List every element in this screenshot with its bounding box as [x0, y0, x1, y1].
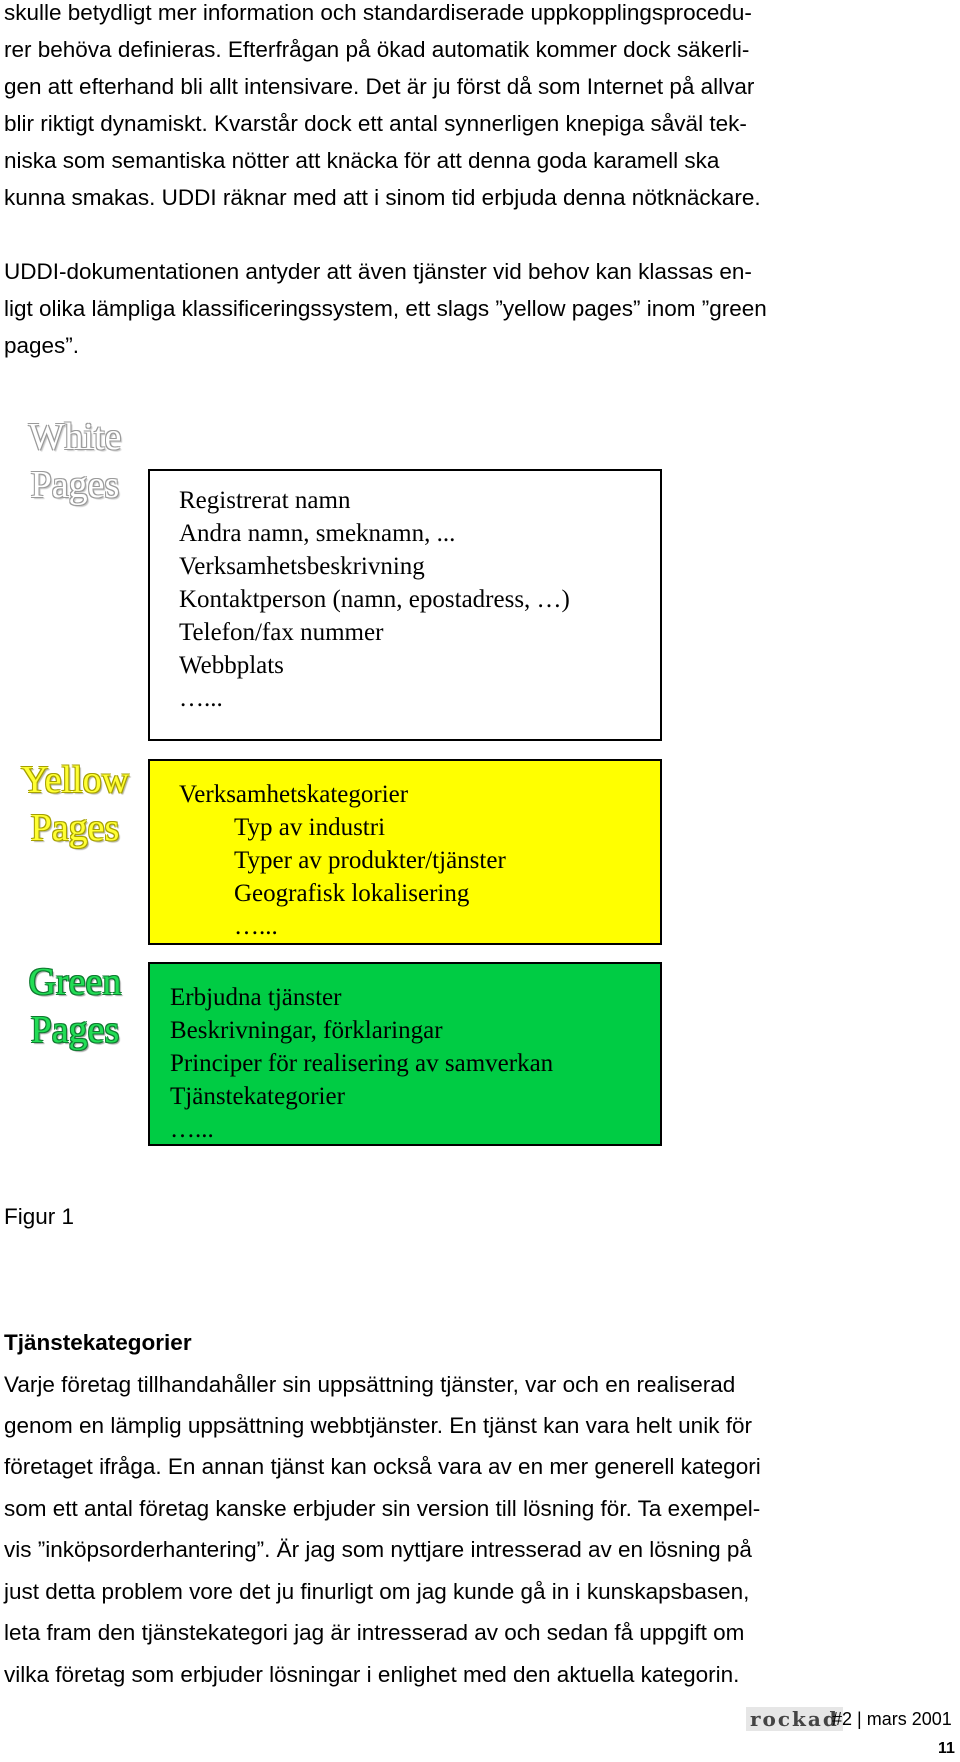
green-pages-item: …... — [170, 1116, 214, 1143]
yellow-pages-box — [148, 759, 662, 945]
section-line: just detta problem vore det ju finurligt om jag kunde gå in i kunskapsbasen, — [4, 1579, 750, 1604]
green-pages-box — [148, 962, 662, 1146]
yellow-pages-label — [0, 756, 150, 852]
page-number: 11 — [938, 1740, 955, 1757]
yellow-pages-label-word: Pages — [30, 807, 120, 849]
section-line: Varje företag tillhandahåller sin uppsättning tjänster, var och en realiserad — [4, 1372, 736, 1397]
yellow-pages-item: Typer av produkter/tjänster — [234, 847, 506, 874]
section-heading: Tjänstekategorier — [4, 1330, 192, 1355]
section-line: som ett antal företag kanske erbjuder sin version till lösning för. Ta exempel- — [4, 1496, 761, 1521]
green-pages-label — [0, 958, 150, 1054]
green-pages-label-word: Green — [28, 961, 122, 1003]
rockad-logo: rockad — [746, 1707, 843, 1731]
section-line: leta fram den tjänstekategori jag är intresserad av och sedan få uppgift om — [4, 1620, 745, 1645]
yellow-pages-item: Geografisk lokalisering — [234, 880, 470, 907]
yellow-pages-item: Typ av industri — [234, 814, 386, 841]
yellow-pages-title: Verksamhetskategorier — [179, 781, 409, 808]
green-pages-item: Beskrivningar, förklaringar — [170, 1017, 443, 1044]
section-line: företaget ifråga. En annan tjänst kan också vara av en mer generell kategori — [4, 1454, 761, 1479]
white-pages-item: Webbplats — [179, 652, 284, 679]
issue-info: #2 | mars 2001 — [832, 1709, 952, 1729]
white-pages-box — [148, 469, 662, 741]
figure-caption: Figur 1 — [4, 1204, 75, 1229]
section-line: vis ”inköpsorderhantering”. Är jag som nyttjare intresserad av en lösning på — [4, 1537, 752, 1562]
paragraph-2-line: ligt olika lämpliga klassificeringssystem, ett slags ”yellow pages” inom ”green — [4, 296, 767, 321]
white-pages-label-word: Pages — [30, 464, 120, 506]
paragraph-1-line: rer behöva definieras. Efterfrågan på ökad automatik kommer dock säkerli- — [4, 37, 750, 62]
paragraph-1-line: niska som semantiska nötter att knäcka för att denna goda karamell ska — [4, 148, 720, 173]
green-pages-label-word: Pages — [30, 1009, 120, 1051]
white-pages-label — [0, 413, 150, 509]
paragraph-2-line: UDDI-dokumentationen antyder att även tjänster vid behov kan klassas en- — [4, 259, 752, 284]
white-pages-item: Registrerat namn — [179, 487, 351, 514]
green-pages-item: Principer för realisering av samverkan — [170, 1050, 554, 1077]
section-line: genom en lämplig uppsättning webbtjänster. En tjänst kan vara helt unik för — [4, 1413, 752, 1438]
yellow-pages-item: …... — [234, 913, 278, 940]
white-pages-item: …... — [179, 685, 223, 712]
section-line: vilka företag som erbjuder lösningar i enlighet med den aktuella kategorin. — [4, 1662, 740, 1687]
yellow-pages-label-word: Yellow — [20, 759, 130, 801]
white-pages-item: Kontaktperson (namn, epostadress, …) — [179, 586, 570, 613]
paragraph-1-line: skulle betydligt mer information och standardiserade uppkopplingsprocedu- — [4, 0, 752, 25]
paragraph-2-line: pages”. — [4, 333, 80, 358]
green-pages-item: Tjänstekategorier — [170, 1083, 345, 1110]
white-pages-item: Verksamhetsbeskrivning — [179, 553, 425, 580]
white-pages-label-word: White — [28, 416, 122, 458]
white-pages-item: Andra namn, smeknamn, ... — [179, 520, 456, 547]
paragraph-1-line: blir riktigt dynamiskt. Kvarstår dock ett antal synnerligen knepiga såväl tek- — [4, 111, 747, 136]
green-pages-item: Erbjudna tjänster — [170, 984, 342, 1011]
paragraph-1-line: kunna smakas. UDDI räknar med att i sinom tid erbjuda denna nötknäckare. — [4, 185, 761, 210]
white-pages-item: Telefon/fax nummer — [179, 619, 384, 646]
paragraph-1-line: gen att efterhand bli allt intensivare. Det är ju först då som Internet på allvar — [4, 74, 755, 99]
